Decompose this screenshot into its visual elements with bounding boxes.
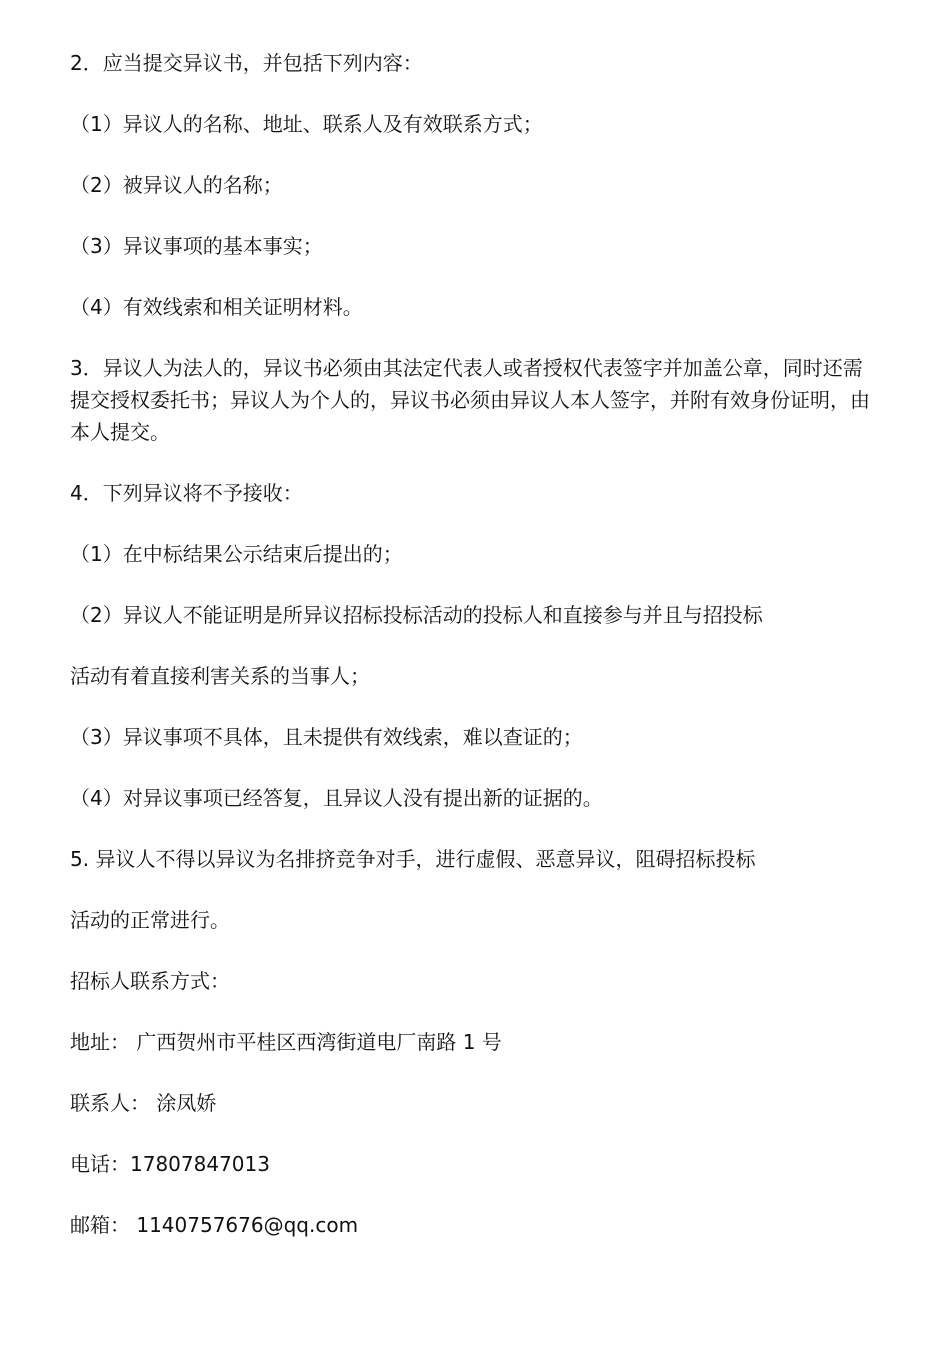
- item2-sub-4: （4）有效线索和相关证明材料。: [70, 295, 363, 319]
- contact-email: 邮箱： 1140757676@qq.com: [70, 1213, 359, 1237]
- item5-line-1: 5. 异议人不得以异议为名排挤竞争对手，进行虚假、恶意异议，阻碍招标投标: [70, 847, 756, 871]
- contact-address: 地址： 广西贺州市平桂区西湾街道电厂南路 1 号: [70, 1030, 502, 1054]
- item3-paragraph: 3．异议人为法人的，异议书必须由其法定代表人或者授权代表签字并加盖公章，同时还需提交授权委托书；异议人为个人的，异议书必须由异议人本人签字，并附有效身份证明，由本人提交。: [70, 356, 870, 444]
- item4-sub-4: （4）对异议事项已经答复，且异议人没有提出新的证据的。: [70, 786, 603, 810]
- contact-heading: 招标人联系方式：: [70, 969, 230, 993]
- item2-sub-2: （2）被异议人的名称；: [70, 173, 283, 197]
- contact-person: 联系人： 涂凤娇: [70, 1091, 217, 1115]
- item2-sub-1: （1）异议人的名称、地址、联系人及有效联系方式；: [70, 112, 543, 136]
- contact-phone: 电话：17807847013: [70, 1152, 270, 1176]
- item2-heading: 2．应当提交异议书，并包括下列内容：: [70, 51, 423, 75]
- item4-sub-3: （3）异议事项不具体，且未提供有效线索，难以查证的；: [70, 725, 583, 749]
- item4-sub-2-line-2: 活动有着直接利害关系的当事人；: [70, 664, 370, 688]
- item4-sub-1: （1）在中标结果公示结束后提出的；: [70, 542, 403, 566]
- item4-heading: 4．下列异议将不予接收：: [70, 481, 303, 505]
- item4-sub-2-line-1: （2）异议人不能证明是所异议招标投标活动的投标人和直接参与并且与招投标: [70, 603, 763, 627]
- item5-line-2: 活动的正常进行。: [70, 908, 230, 932]
- item2-sub-3: （3）异议事项的基本事实；: [70, 234, 323, 258]
